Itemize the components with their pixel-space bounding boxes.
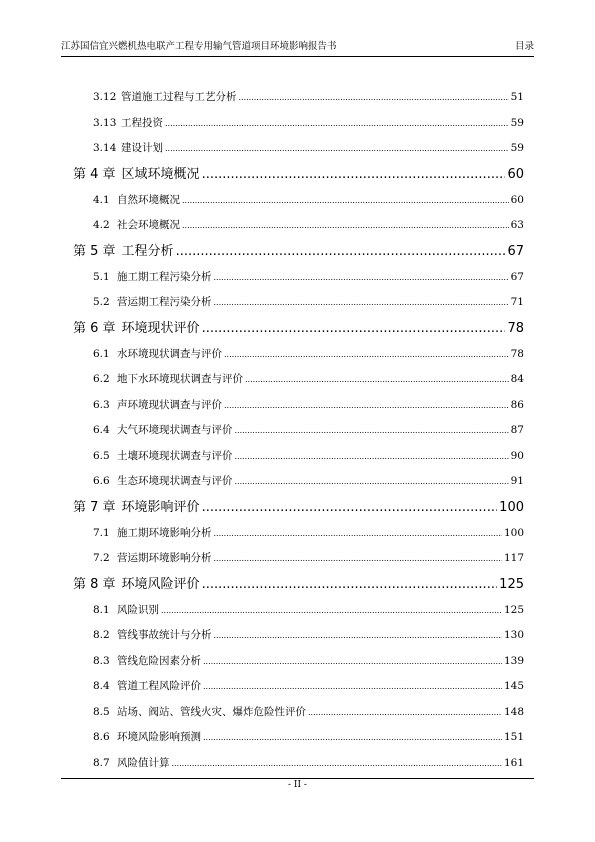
toc-entry-title: 大气环境现状调查与评价 bbox=[117, 424, 233, 436]
toc-entry-title: 自然环境概况 bbox=[117, 193, 180, 206]
toc-entry-page: 84 bbox=[510, 373, 524, 385]
toc-entry-page: 71 bbox=[510, 296, 524, 308]
toc-entry-title: 水环境现状调查与评价 bbox=[117, 347, 222, 360]
toc-entry-number: 第 4 章 bbox=[73, 166, 116, 182]
toc-entry-page: 78 bbox=[507, 320, 524, 336]
toc-entry-number: 6.6 bbox=[93, 475, 110, 487]
section-label: 目录 bbox=[514, 41, 534, 52]
toc-section-entry[interactable] bbox=[73, 725, 524, 751]
dot-leader bbox=[224, 393, 509, 419]
dot-leader bbox=[161, 598, 502, 624]
toc-entry-page: 86 bbox=[510, 398, 524, 411]
toc-entry-number: 8.1 bbox=[93, 603, 110, 616]
page-header bbox=[61, 40, 534, 54]
dot-leader bbox=[176, 239, 506, 265]
toc-entry-title: 环境影响评价 bbox=[121, 499, 200, 515]
toc-entry-title: 营运期环境影响分析 bbox=[117, 552, 212, 564]
toc-entry-title: 营运期工程污染分析 bbox=[117, 296, 212, 308]
dot-leader bbox=[202, 162, 506, 188]
toc-entry-number: 5.2 bbox=[93, 296, 110, 308]
dot-leader bbox=[202, 316, 506, 342]
toc-entry-page: 67 bbox=[507, 243, 524, 259]
toc-entry-page: 125 bbox=[503, 603, 524, 616]
toc-entry-number: 3.14 bbox=[93, 142, 117, 154]
dot-leader bbox=[172, 751, 502, 777]
toc-entry-number: 8.4 bbox=[93, 680, 110, 692]
toc-section-entry[interactable] bbox=[73, 546, 524, 572]
dot-leader bbox=[165, 136, 509, 162]
table-of-contents bbox=[73, 85, 524, 776]
toc-section-entry[interactable] bbox=[73, 598, 524, 624]
toc-entry-number: 3.13 bbox=[93, 116, 117, 129]
toc-entry-page: 151 bbox=[503, 731, 524, 743]
toc-entry-page: 78 bbox=[510, 347, 524, 360]
toc-chapter-entry[interactable] bbox=[73, 316, 524, 342]
toc-entry-page: 117 bbox=[503, 552, 524, 564]
toc-entry-number: 7.2 bbox=[93, 552, 110, 564]
toc-entry-page: 100 bbox=[503, 526, 524, 539]
dot-leader bbox=[165, 111, 509, 137]
dot-leader bbox=[202, 572, 498, 598]
toc-section-entry[interactable] bbox=[73, 213, 524, 239]
toc-entry-title: 地下水环境现状调查与评价 bbox=[117, 373, 243, 385]
page-number: - II - bbox=[288, 780, 307, 790]
toc-entry-number: 6.3 bbox=[93, 398, 110, 411]
toc-entry-number: 第 7 章 bbox=[73, 499, 116, 515]
toc-section-entry[interactable] bbox=[73, 700, 524, 726]
toc-chapter-entry[interactable] bbox=[73, 162, 524, 188]
toc-entry-title: 声环境现状调查与评价 bbox=[117, 398, 222, 411]
document-title: 江苏国信宜兴燃机热电联产工程专用输气管道项目环境影响报告书 bbox=[61, 41, 337, 52]
toc-section-entry[interactable] bbox=[73, 111, 524, 137]
toc-section-entry[interactable] bbox=[73, 367, 524, 393]
dot-leader bbox=[214, 265, 509, 291]
toc-entry-number: 8.6 bbox=[93, 731, 110, 743]
toc-entry-number: 第 8 章 bbox=[73, 576, 116, 592]
toc-entry-number: 3.12 bbox=[93, 91, 117, 103]
toc-section-entry[interactable] bbox=[73, 649, 524, 675]
toc-entry-title: 施工期环境影响分析 bbox=[117, 526, 212, 539]
toc-entry-page: 51 bbox=[510, 91, 524, 103]
toc-entry-number: 8.3 bbox=[93, 654, 110, 667]
toc-section-entry[interactable] bbox=[73, 188, 524, 214]
toc-section-entry[interactable] bbox=[73, 674, 524, 700]
toc-entry-page: 60 bbox=[510, 193, 524, 206]
header-rule bbox=[61, 56, 534, 57]
dot-leader bbox=[203, 649, 502, 675]
dot-leader bbox=[203, 725, 502, 751]
toc-entry-title: 管线危险因素分析 bbox=[117, 654, 201, 667]
toc-entry-title: 施工期工程污染分析 bbox=[117, 270, 212, 283]
toc-entry-page: 145 bbox=[503, 680, 524, 692]
toc-entry-title: 土壤环境现状调查与评价 bbox=[117, 449, 233, 462]
toc-entry-number: 7.1 bbox=[93, 526, 110, 539]
toc-entry-number: 第 6 章 bbox=[73, 320, 116, 336]
dot-leader bbox=[239, 85, 509, 111]
toc-section-entry[interactable] bbox=[73, 444, 524, 470]
toc-entry-page: 60 bbox=[507, 166, 524, 182]
toc-entry-page: 67 bbox=[510, 270, 524, 283]
toc-entry-number: 6.5 bbox=[93, 449, 110, 462]
toc-section-entry[interactable] bbox=[73, 136, 524, 162]
toc-section-entry[interactable] bbox=[73, 85, 524, 111]
toc-chapter-entry[interactable] bbox=[73, 495, 524, 521]
toc-entry-title: 管线事故统计与分析 bbox=[117, 629, 212, 641]
toc-entry-number: 4.2 bbox=[93, 219, 110, 231]
toc-entry-title: 环境风险影响预测 bbox=[117, 731, 201, 743]
dot-leader bbox=[182, 188, 509, 214]
toc-section-entry[interactable] bbox=[73, 342, 524, 368]
toc-entry-page: 139 bbox=[503, 654, 524, 667]
toc-chapter-entry[interactable] bbox=[73, 239, 524, 265]
toc-section-entry[interactable] bbox=[73, 290, 524, 316]
toc-entry-title: 风险识别 bbox=[117, 603, 159, 616]
toc-entry-number: 6.2 bbox=[93, 373, 110, 385]
toc-entry-title: 风险值计算 bbox=[117, 756, 170, 769]
toc-section-entry[interactable] bbox=[73, 265, 524, 291]
toc-section-entry[interactable] bbox=[73, 751, 524, 777]
toc-entry-page: 130 bbox=[503, 629, 524, 641]
toc-entry-title: 环境现状评价 bbox=[121, 320, 200, 336]
toc-entry-title: 建设计划 bbox=[121, 142, 163, 154]
toc-entry-number: 4.1 bbox=[93, 193, 110, 206]
toc-entry-page: 148 bbox=[503, 705, 524, 718]
dot-leader bbox=[182, 213, 509, 239]
dot-leader bbox=[235, 444, 509, 470]
toc-entry-page: 90 bbox=[510, 449, 524, 462]
toc-entry-number: 8.5 bbox=[93, 705, 110, 718]
dot-leader bbox=[235, 418, 509, 444]
toc-entry-title: 环境风险评价 bbox=[121, 576, 200, 592]
toc-entry-title: 工程投资 bbox=[121, 116, 163, 129]
toc-entry-title: 管道施工过程与工艺分析 bbox=[121, 91, 237, 103]
dot-leader bbox=[214, 546, 502, 572]
toc-section-entry[interactable] bbox=[73, 393, 524, 419]
toc-entry-page: 59 bbox=[510, 116, 524, 129]
toc-entry-number: 5.1 bbox=[93, 270, 110, 283]
toc-entry-page: 91 bbox=[510, 475, 524, 487]
toc-entry-page: 161 bbox=[503, 756, 524, 769]
toc-entry-title: 工程分析 bbox=[121, 243, 174, 259]
dot-leader bbox=[214, 623, 502, 649]
toc-section-entry[interactable] bbox=[73, 418, 524, 444]
dot-leader bbox=[214, 290, 509, 316]
toc-entry-number: 6.4 bbox=[93, 424, 110, 436]
toc-entry-title: 站场、阀站、管线火灾、爆炸危险性评价 bbox=[117, 705, 306, 718]
toc-entry-page: 125 bbox=[499, 576, 524, 592]
toc-section-entry[interactable] bbox=[73, 521, 524, 547]
toc-entry-page: 63 bbox=[510, 219, 524, 231]
dot-leader bbox=[245, 367, 509, 393]
dot-leader bbox=[214, 521, 502, 547]
toc-entry-title: 生态环境现状调查与评价 bbox=[117, 475, 233, 487]
toc-section-entry[interactable] bbox=[73, 469, 524, 495]
toc-entry-page: 59 bbox=[510, 142, 524, 154]
toc-entry-title: 区域环境概况 bbox=[121, 166, 200, 182]
toc-section-entry[interactable] bbox=[73, 623, 524, 649]
toc-entry-page: 100 bbox=[499, 499, 524, 515]
dot-leader bbox=[235, 469, 509, 495]
dot-leader bbox=[203, 674, 502, 700]
toc-entry-number: 8.2 bbox=[93, 629, 110, 641]
dot-leader bbox=[202, 495, 498, 521]
dot-leader bbox=[224, 342, 509, 368]
toc-entry-page: 87 bbox=[510, 424, 524, 436]
toc-entry-title: 管道工程风险评价 bbox=[117, 680, 201, 692]
footer-rule bbox=[61, 778, 534, 779]
dot-leader bbox=[308, 700, 502, 726]
toc-entry-number: 8.7 bbox=[93, 756, 110, 769]
toc-entry-number: 第 5 章 bbox=[73, 243, 116, 259]
toc-entry-number: 6.1 bbox=[93, 347, 110, 360]
toc-chapter-entry[interactable] bbox=[73, 572, 524, 598]
toc-entry-title: 社会环境概况 bbox=[117, 219, 180, 231]
